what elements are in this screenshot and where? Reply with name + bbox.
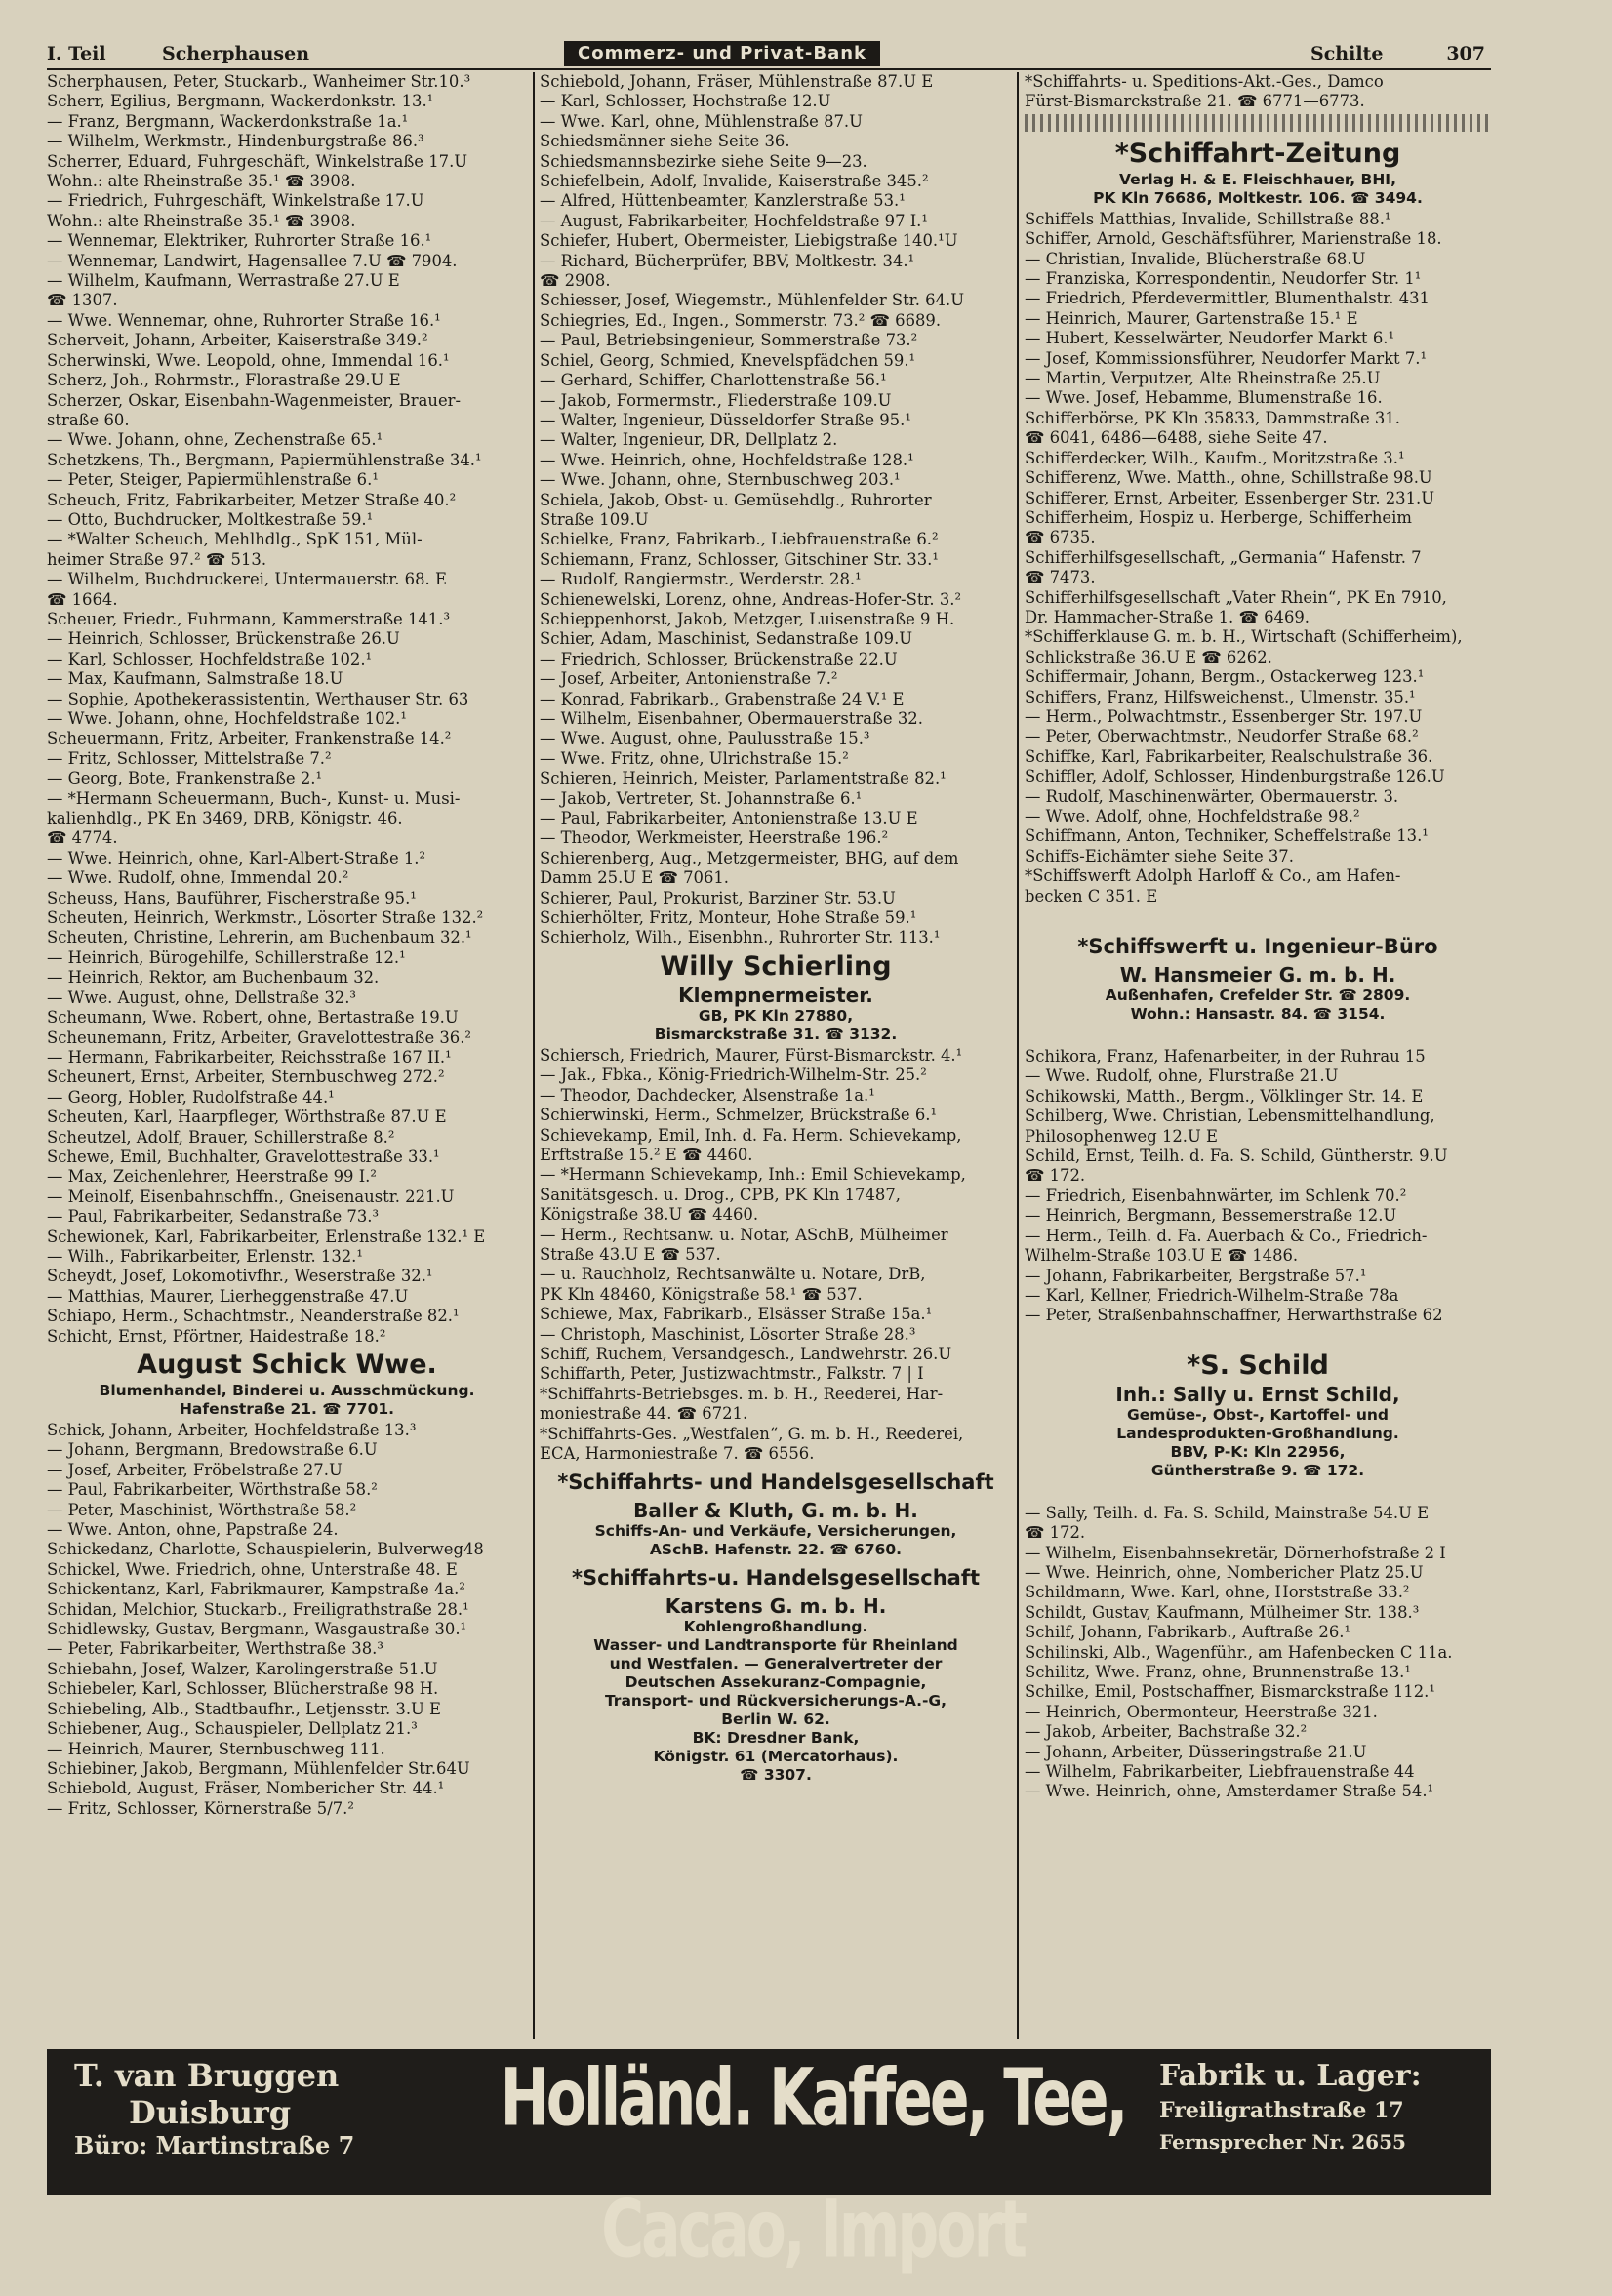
directory-entry: Scheuten, Karl, Haarpfleger, Wörthstraße 87.U E <box>47 1108 447 1127</box>
directory-entry: Schiedsmänner siehe Seite 36. <box>540 132 790 151</box>
directory-entry: Schiebahn, Josef, Walzer, Karolingerstraße 51.U <box>47 1659 438 1678</box>
directory-entry: — Friedrich, Fuhrgeschäft, Winkelstraße 17.U <box>47 191 424 211</box>
directory-entry: Schlickstraße 36.U E ☎ 6262. <box>1025 647 1272 666</box>
header-part: I. Teil <box>47 43 106 64</box>
directory-entry: — Franziska, Korrespondentin, Neudorfer Str. 1¹ <box>1025 269 1422 289</box>
directory-entry: — Heinrich, Rektor, am Buchenbaum 32. <box>47 968 380 987</box>
directory-entry: — Paul, Betriebsingenieur, Sommerstraße 73.² <box>540 331 918 350</box>
directory-entry: Schiffler, Adolf, Schlosser, Hindenburgstraße 126.U <box>1025 767 1445 786</box>
directory-entry: — Franz, Bergmann, Wackerdonkstraße 1a.¹ <box>47 111 409 131</box>
advertisement-block <box>1025 138 1491 208</box>
advertisement-line: *S. Schild <box>1187 1349 1329 1381</box>
directory-entry: moniestraße 44. ☎ 6721. <box>540 1404 748 1424</box>
directory-entry: ☎ 172. <box>1025 1166 1086 1186</box>
directory-entry: — Wennemar, Elektriker, Ruhrorter Straße 16.¹ <box>47 231 432 251</box>
directory-entry: ☎ 1307. <box>47 291 118 310</box>
directory-entry: — Walter, Ingenieur, Düsseldorfer Straße 95.¹ <box>540 410 911 429</box>
directory-entry: — Josef, Arbeiter, Fröbelstraße 27.U <box>47 1460 343 1479</box>
directory-entry: Schiebiner, Jakob, Bergmann, Mühlenfelder Str.64U <box>47 1758 470 1778</box>
directory-entry: Schiffers, Franz, Hilfsweichenst., Ulmenstr. 35.¹ <box>1025 687 1416 706</box>
directory-entry: Wohn.: alte Rheinstraße 35.¹ ☎ 3908. <box>47 172 356 191</box>
directory-entry: — Jakob, Arbeiter, Bachstraße 32.² <box>1025 1722 1308 1742</box>
directory-entry: Schiebeling, Alb., Stadtbaufhr., Letjensstr. 3.U E <box>47 1699 442 1718</box>
directory-entry: Scheydt, Josef, Lokomotivfhr., Weserstraße 32.¹ <box>47 1267 433 1286</box>
directory-entry: — Wwe. Josef, Hebamme, Blumenstraße 16. <box>1025 388 1383 408</box>
directory-entry: Schier, Adam, Maschinist, Sedanstraße 109.U <box>540 629 913 649</box>
directory-entry: Schick, Johann, Arbeiter, Hochfeldstraße 13.³ <box>47 1421 417 1439</box>
directory-entry: Scheuch, Fritz, Fabrikarbeiter, Metzer Straße 40.² <box>47 490 457 509</box>
directory-entry: Schifferenz, Wwe. Matth., ohne, Schillstraße 98.U <box>1025 468 1432 488</box>
column-divider <box>533 72 535 2039</box>
directory-entry: — Hubert, Kesselwärter, Neudorfer Markt 6.¹ <box>1025 329 1395 348</box>
directory-entry: Straße 43.U E ☎ 537. <box>540 1244 721 1264</box>
spacer <box>1025 906 1491 928</box>
directory-entry: Schiefelbein, Adolf, Invalide, Kaiserstraße 345.² <box>540 172 929 191</box>
advertisement-line: Königstr. 61 (Mercatorhaus). <box>653 1748 899 1766</box>
directory-entry: Scherrer, Eduard, Fuhrgeschäft, Winkelstraße 17.U <box>47 151 468 171</box>
directory-entry: Schidlewsky, Gustav, Bergmann, Wasgaustraße 30.¹ <box>47 1620 467 1639</box>
directory-entry: — Wwe. Johann, ohne, Zechenstraße 65.¹ <box>47 430 383 450</box>
directory-entry: Schiesser, Josef, Wiegemstr., Mühlenfelder Str. 64.U <box>540 291 965 310</box>
directory-entry: Schienewelski, Lorenz, ohne, Andreas-Hofer-Str. 3.² <box>540 589 962 609</box>
directory-entry: — Friedrich, Eisenbahnwärter, im Schlenk 70.² <box>1025 1186 1407 1205</box>
directory-entry: — Friedrich, Schlosser, Brückenstraße 22.U <box>540 649 898 668</box>
directory-entry: ☎ 2908. <box>540 271 611 291</box>
directory-entry: *Schiffahrts-Ges. „Westfalen“, G. m. b. H., Reederei, <box>540 1424 964 1443</box>
directory-entry: Schifferbörse, PK Kln 35833, Dammstraße 31. <box>1025 408 1400 427</box>
advertisement-line: Gemüse-, Obst-, Kartoffel- und <box>1126 1405 1390 1424</box>
directory-entry: — Wwe. Heinrich, ohne, Amsterdamer Straße 54.¹ <box>1025 1782 1434 1801</box>
directory-entry: — Heinrich, Bürogehilfe, Schillerstraße 12.¹ <box>47 947 406 967</box>
advertisement-line: GB, PK Kln 27880, <box>698 1006 854 1025</box>
header-bank-banner: Commerz- und Privat-Bank <box>564 41 880 66</box>
directory-entry: — Wilhelm, Eisenbahner, Obermauerstraße 32. <box>540 709 923 728</box>
directory-entry: straße 60. <box>47 410 130 429</box>
directory-entry: Schicht, Ernst, Pförtner, Haidestraße 18.² <box>47 1326 386 1346</box>
directory-columns <box>47 72 1491 2039</box>
directory-entry: — Rudolf, Rangiermstr., Werderstr. 28.¹ <box>540 570 862 589</box>
footer-company-city: Duisburg <box>129 2094 292 2131</box>
footer-slogan: Holländ. Kaffee, Tee, Cacao, Import <box>500 2052 1126 2276</box>
advertisement-block <box>540 1561 1012 1785</box>
directory-entry: — Matthias, Maurer, Lierheggenstraße 47.U <box>47 1286 409 1306</box>
directory-entry: Schildt, Gustav, Kaufmann, Mülheimer Str. 138.³ <box>1025 1602 1420 1622</box>
directory-entry: Wohn.: alte Rheinstraße 35.¹ ☎ 3908. <box>47 211 356 230</box>
directory-entry: ☎ 7473. <box>1025 568 1096 587</box>
directory-entry: — Wilhelm, Werkmstr., Hindenburgstraße 86.³ <box>47 132 424 151</box>
advertisement-line: Außenhafen, Crefelder Str. ☎ 2809. <box>1105 987 1411 1005</box>
directory-entry: Philosophenweg 12.U E <box>1025 1126 1219 1146</box>
column-2 <box>540 72 1012 2039</box>
directory-entry: Scherphausen, Peter, Stuckarb., Wanheimer Str.10.³ <box>47 72 471 91</box>
directory-entry: — Max, Zeichenlehrer, Heerstraße 99 I.² <box>47 1167 377 1187</box>
directory-entry: *Schiffahrts-Betriebsges. m. b. H., Reederei, Har- <box>540 1384 944 1403</box>
directory-entry: — Walter, Ingenieur, DR, Dellplatz 2. <box>540 430 838 450</box>
directory-entry: Schewe, Emil, Buchhalter, Gravelottestraße 33.¹ <box>47 1147 440 1166</box>
directory-entry: *Schiffswerft Adolph Harloff & Co., am Hafen- <box>1025 866 1401 886</box>
directory-entry: — Wwe. Johann, ohne, Hochfeldstraße 102.¹ <box>47 709 407 728</box>
advertisement-line: Schiffs-An- und Verkäufe, Versicherungen, <box>594 1522 957 1541</box>
footer-phone: Fernsprecher Nr. 2655 <box>1159 2130 1406 2154</box>
spacer <box>1025 1326 1491 1348</box>
advertisement-line: Bismarckstraße 31. ☎ 3132. <box>654 1025 898 1043</box>
directory-entry: Schiedsmannsbezirke siehe Seite 9—23. <box>540 151 867 171</box>
directory-entry: Scheuss, Hans, Bauführer, Fischerstraße 95.¹ <box>47 888 417 907</box>
directory-entry: Schifferdecker, Wilh., Kaufm., Moritzstraße 3.¹ <box>1025 448 1405 467</box>
directory-entry: Scherz, Joh., Rohrmstr., Florastraße 29.U E <box>47 371 401 390</box>
advertisement-line: und Westfalen. — Generalvertreter der <box>609 1655 943 1673</box>
page-header <box>47 39 1491 70</box>
directory-entry: Scherveit, Johann, Arbeiter, Kaiserstraße 349.² <box>47 331 428 350</box>
directory-entry: Schidan, Melchior, Stuckarb., Freiligrathstraße 28.¹ <box>47 1599 469 1619</box>
directory-entry: — Josef, Arbeiter, Antonienstraße 7.² <box>540 669 838 689</box>
directory-entry: — Peter, Fabrikarbeiter, Werthstraße 38.³ <box>47 1639 383 1659</box>
directory-entry: — Paul, Fabrikarbeiter, Wörthstraße 58.² <box>47 1480 378 1500</box>
directory-entry: — Wilhelm, Kaufmann, Werrastraße 27.U E <box>47 271 400 291</box>
directory-entry: Scheutzel, Adolf, Brauer, Schillerstraße 8.² <box>47 1127 395 1147</box>
directory-entry: Schiemann, Franz, Schlosser, Gitschiner Str. 33.¹ <box>540 549 939 569</box>
directory-entry: ECA, Harmoniestraße 7. ☎ 6556. <box>540 1444 815 1463</box>
header-last-entry: Schilte <box>1310 43 1384 64</box>
directory-entry: ☎ 4774. <box>47 828 118 848</box>
directory-entry: — Wwe. Karl, ohne, Mühlenstraße 87.U <box>540 111 863 131</box>
directory-entry: — Theodor, Dachdecker, Alsenstraße 1a.¹ <box>540 1085 875 1105</box>
advertisement-line: ASchB. Hafenstr. 22. ☎ 6760. <box>649 1541 903 1559</box>
directory-entry: — Konrad, Fabrikarb., Grabenstraße 24 V.¹ E <box>540 689 905 708</box>
footer-factory-title: Fabrik u. Lager: <box>1159 2059 1422 2093</box>
advertisement-line: August Schick Wwe. <box>137 1349 437 1380</box>
directory-entry: Schikowski, Matth., Bergm., Völklinger Str. 14. E <box>1025 1086 1424 1106</box>
directory-entry: ☎ 1664. <box>47 589 118 609</box>
directory-entry: Fürst-Bismarckstraße 21. ☎ 6771—6773. <box>1025 92 1365 111</box>
advertisement-line: Transport- und Rückversicherungs-A.-G, <box>604 1692 947 1711</box>
directory-entry: Schickentanz, Karl, Fabrikmaurer, Kampstraße 4a.² <box>47 1580 465 1599</box>
footer-factory-street: Freiligrathstraße 17 <box>1159 2098 1404 2123</box>
directory-entry: — Johann, Fabrikarbeiter, Bergstraße 57.¹ <box>1025 1266 1367 1285</box>
directory-entry: — Wennemar, Landwirt, Hagensallee 7.U ☎ 7904. <box>47 251 458 270</box>
directory-entry: — Wwe. Johann, ohne, Sternbuschweg 203.¹ <box>540 470 901 490</box>
page-number: 307 <box>1446 43 1485 64</box>
directory-entry: — Meinolf, Eisenbahnschffn., Gneisenaustr. 221.U <box>47 1187 455 1206</box>
advertisement-line: ☎ 3307. <box>740 1766 812 1785</box>
directory-entry: Scheuten, Heinrich, Werkmstr., Lösorter Straße 132.² <box>47 908 484 928</box>
directory-entry: — Johann, Bergmann, Bredowstraße 6.U <box>47 1440 378 1460</box>
advertisement-line: Güntherstraße 9. ☎ 172. <box>1150 1461 1365 1479</box>
advertisement-line: Wasser- und Landtransporte für Rheinland <box>593 1636 958 1655</box>
advertisement-line: Willy Schierling <box>660 950 892 982</box>
directory-entry: — Wwe. Anton, ohne, Papstraße 24. <box>47 1520 339 1540</box>
directory-entry: — Richard, Bücherprüfer, BBV, Moltkestr. 34.¹ <box>540 251 915 270</box>
directory-entry: Schickedanz, Charlotte, Schauspielerin, Bulverweg48 <box>47 1540 484 1559</box>
directory-entry: — Wwe. Rudolf, ohne, Immendal 20.² <box>47 868 349 888</box>
advertisement-line: BK: Dresdner Bank, <box>692 1729 860 1748</box>
directory-entry: — Theodor, Werkmeister, Heerstraße 196.² <box>540 828 889 848</box>
directory-entry: — Wwe. August, ohne, Paulusstraße 15.³ <box>540 729 870 748</box>
directory-entry: — Friedrich, Pferdevermittler, Blumenthalstr. 431 <box>1025 289 1430 308</box>
directory-entry: PK Kln 48460, Königstraße 58.¹ ☎ 537. <box>540 1284 863 1304</box>
directory-entry: — Sally, Teilh. d. Fa. S. Schild, Mainstraße 54.U E <box>1025 1503 1430 1522</box>
directory-entry: Schiel, Georg, Schmied, Knevelspfädchen 59.¹ <box>540 350 916 370</box>
directory-entry: — Wilhelm, Fabrikarbeiter, Liebfrauenstraße 44 <box>1025 1762 1415 1781</box>
directory-entry: Schilinski, Alb., Wagenführ., am Hafenbecken C 11a. <box>1025 1642 1453 1662</box>
directory-entry: — Wwe. Adolf, ohne, Hochfeldstraße 98.² <box>1025 807 1360 826</box>
directory-entry: — Josef, Kommissionsführer, Neudorfer Markt 7.¹ <box>1025 348 1428 368</box>
directory-entry: — Herm., Rechtsanw. u. Notar, ASchB, Mülheimer <box>540 1225 948 1244</box>
directory-entry: — *Hermann Scheuermann, Buch-, Kunst- u. Musi- <box>47 788 461 808</box>
directory-entry: — Fritz, Schlosser, Körnerstraße 5/7.² <box>47 1798 354 1818</box>
footer-factory <box>1159 2057 1481 2158</box>
directory-entry: — Herm., Teilh. d. Fa. Auerbach & Co., Friedrich- <box>1025 1226 1428 1245</box>
directory-entry: — Peter, Steiger, Papiermühlenstraße 6.¹ <box>47 470 379 490</box>
advertisement-line: *Schiffahrts-u. Handelsgesellschaft <box>571 1566 980 1591</box>
directory-entry: — Wilh., Fabrikarbeiter, Erlenstr. 132.¹ <box>47 1246 363 1266</box>
directory-entry: — Wilhelm, Eisenbahnsekretär, Dörnerhofstraße 2 I <box>1025 1543 1446 1562</box>
directory-entry: Schiffs-Eichämter siehe Seite 37. <box>1025 846 1294 866</box>
directory-entry: Schiebeler, Karl, Schlosser, Blücherstraße 98 H. <box>47 1679 439 1699</box>
directory-entry: — Wwe. Wennemar, ohne, Ruhrorter Straße 16.¹ <box>47 310 441 330</box>
directory-entry: — *Walter Scheuch, Mehlhdlg., SpK 151, Mül- <box>47 530 423 549</box>
advertisement-line: Kohlengroßhandlung. <box>683 1618 868 1636</box>
directory-entry: — Georg, Hobler, Rudolfstraße 44.¹ <box>47 1087 335 1107</box>
directory-entry: Schierer, Paul, Prokurist, Barziner Str. 53.U <box>540 888 896 907</box>
directory-entry: Scheumann, Wwe. Robert, ohne, Bertastraße 19.U <box>47 1008 459 1027</box>
directory-entry: Scheuermann, Fritz, Arbeiter, Frankenstraße 14.² <box>47 729 452 748</box>
directory-entry: — Wwe. Rudolf, ohne, Flurstraße 21.U <box>1025 1067 1339 1086</box>
directory-entry: Schiefer, Hubert, Obermeister, Liebigstraße 140.¹U <box>540 231 958 251</box>
spacer <box>1025 1026 1491 1047</box>
directory-entry: Damm 25.U E ☎ 7061. <box>540 868 730 888</box>
directory-entry: Schieren, Heinrich, Meister, Parlamentstraße 82.¹ <box>540 769 947 788</box>
directory-entry: — Heinrich, Bergmann, Bessemerstraße 12.U <box>1025 1206 1397 1226</box>
ornament-divider <box>1025 114 1491 132</box>
directory-entry: Schierholz, Wilh., Eisenbhn., Ruhrorter Str. 113.¹ <box>540 928 941 947</box>
directory-entry: — Martin, Verputzer, Alte Rheinstraße 25.U <box>1025 369 1381 388</box>
advertisement-line: *Schiffahrts- und Handelsgesellschaft <box>557 1470 994 1495</box>
directory-entry: Schiffarth, Peter, Justizwachtmstr., Falkstr. 7 | I <box>540 1364 924 1384</box>
column-divider <box>1017 72 1019 2039</box>
footer-office-address: Büro: Martinstraße 7 <box>74 2131 355 2159</box>
directory-entry: kalienhdlg., PK En 3469, DRB, Königstr. 46. <box>47 809 403 828</box>
directory-entry: — Wwe. Heinrich, ohne, Hochfeldstraße 128.¹ <box>540 450 914 469</box>
directory-entry: — Wwe. Heinrich, ohne, Nombericher Platz 25.U <box>1025 1562 1424 1582</box>
directory-entry: Schetzkens, Th., Bergmann, Papiermühlenstraße 34.¹ <box>47 450 482 469</box>
advertisement-line: Karstens G. m. b. H. <box>665 1594 887 1619</box>
directory-entry: — Peter, Oberwachtmstr., Neudorfer Straße 68.² <box>1025 727 1419 746</box>
directory-entry: Erftstraße 15.² E ☎ 4460. <box>540 1145 753 1164</box>
directory-entry: *Schifferklause G. m. b. H., Wirtschaft (Schifferheim), <box>1025 627 1463 647</box>
directory-entry: Schierenberg, Aug., Metzgermeister, BHG, auf dem <box>540 848 959 867</box>
spacer <box>1025 1482 1491 1504</box>
directory-entry: heimer Straße 97.² ☎ 513. <box>47 549 267 569</box>
directory-entry: Schiffke, Karl, Fabrikarbeiter, Realschulstraße 36. <box>1025 746 1433 766</box>
directory-entry: Schiapo, Herm., Schachtmstr., Neanderstraße 82.¹ <box>47 1307 460 1326</box>
directory-entry: Schildmann, Wwe. Karl, ohne, Horststraße 33.² <box>1025 1583 1410 1602</box>
directory-entry: — Sophie, Apothekerassistentin, Werthauser Str. 63 <box>47 689 469 708</box>
directory-entry: — Karl, Schlosser, Hochstraße 12.U <box>540 92 831 111</box>
directory-entry: Scheuten, Christine, Lehrerin, am Buchenbaum 32.¹ <box>47 928 472 947</box>
column-1 <box>47 72 527 2039</box>
advertisement-line: BBV, P-K: Kln 22956, <box>1170 1442 1346 1461</box>
directory-entry: Straße 109.U <box>540 509 649 529</box>
advertisement-block <box>1025 1349 1491 1480</box>
advertisement-line: *Schiffahrt-Zeitung <box>1114 138 1401 169</box>
directory-entry: ☎ 6041, 6486—6488, siehe Seite 47. <box>1025 428 1328 448</box>
directory-entry: — Fritz, Schlosser, Mittelstraße 7.² <box>47 748 332 768</box>
directory-entry: — Herm., Polwachtmstr., Essenberger Str. 197.U <box>1025 706 1423 726</box>
header-first-entry: Scherphausen <box>162 43 310 64</box>
directory-entry: Schierhölter, Fritz, Monteur, Hohe Straße 59.¹ <box>540 908 917 928</box>
directory-entry: Schewionek, Karl, Fabrikarbeiter, Erlenstraße 132.¹ E <box>47 1227 486 1246</box>
directory-entry: — Wwe. August, ohne, Dellstraße 32.³ <box>47 987 356 1007</box>
directory-entry: — Paul, Fabrikarbeiter, Sedanstraße 73.³ <box>47 1207 380 1227</box>
directory-entry: Schielke, Franz, Fabrikarb., Liebfrauenstraße 6.² <box>540 530 939 549</box>
directory-entry: — Karl, Schlosser, Hochfeldstraße 102.¹ <box>47 649 373 668</box>
footer-advertisement <box>47 2049 1491 2276</box>
footer-company <box>74 2057 455 2160</box>
advertisement-line: Wohn.: Hansastr. 84. ☎ 3154. <box>1130 1005 1386 1024</box>
advertisement-line: Klempnermeister. <box>678 983 873 1007</box>
directory-entry: — Peter, Maschinist, Wörthstraße 58.² <box>47 1500 357 1519</box>
directory-entry: Schifferhilfsgesellschaft, „Germania“ Hafenstr. 7 <box>1025 547 1422 567</box>
advertisement-line: Blumenhandel, Binderei u. Ausschmückung. <box>99 1382 475 1399</box>
directory-entry: — Christian, Invalide, Blücherstraße 68.U <box>1025 249 1366 268</box>
directory-entry: — Max, Kaufmann, Salmstraße 18.U <box>47 669 343 689</box>
advertisement-line: Baller & Kluth, G. m. b. H. <box>633 1499 918 1523</box>
directory-entry: — Christoph, Maschinist, Lösorter Straße 28.³ <box>540 1324 916 1344</box>
directory-entry: Scherwinski, Wwe. Leopold, ohne, Immendal 16.¹ <box>47 350 450 370</box>
advertisement-block <box>1025 930 1491 1024</box>
directory-entry: — August, Fabrikarbeiter, Hochfeldstraße 97 I.¹ <box>540 211 928 230</box>
advertisement-line: Berlin W. 62. <box>721 1711 830 1729</box>
advertisement-line: *Schiffswerft u. Ingenieur-Büro <box>1077 935 1438 959</box>
advertisement-line: Inh.: Sally u. Ernst Schild, <box>1115 1382 1400 1406</box>
directory-entry: — Rudolf, Maschinenwärter, Obermauerstr. 3. <box>1025 786 1399 806</box>
footer-company-name: T. van Bruggen <box>74 2057 340 2094</box>
directory-entry: Schild, Ernst, Teilh. d. Fa. S. Schild, Güntherstr. 9.U <box>1025 1147 1448 1166</box>
directory-entry: Scheunert, Ernst, Arbeiter, Sternbuschweg 272.² <box>47 1067 445 1087</box>
directory-entry: Schiffer, Arnold, Geschäftsführer, Marienstraße 18. <box>1025 229 1442 249</box>
directory-entry: — Wilhelm, Buchdruckerei, Untermauerstr. 68. E <box>47 570 447 589</box>
directory-entry: — Gerhard, Schiffer, Charlottenstraße 56.¹ <box>540 371 887 390</box>
advertisement-line: W. Hansmeier G. m. b. H. <box>1119 963 1396 987</box>
directory-entry: — Heinrich, Schlosser, Brückenstraße 26.U <box>47 629 400 649</box>
directory-entry: Schilf, Johann, Fabrikarb., Auftraße 26.¹ <box>1025 1623 1351 1642</box>
column-3 <box>1025 72 1491 2039</box>
directory-entry: Königstraße 38.U ☎ 4460. <box>540 1205 759 1225</box>
directory-entry: Schiff, Ruchem, Versandgesch., Landwehrstr. 26.U <box>540 1344 952 1363</box>
directory-entry: Schierwinski, Herm., Schmelzer, Brückstraße 6.¹ <box>540 1106 938 1125</box>
directory-entry: — Paul, Fabrikarbeiter, Antonienstraße 13.U E <box>540 809 918 828</box>
directory-entry: Schiffmann, Anton, Techniker, Scheffelstraße 13.¹ <box>1025 826 1429 846</box>
directory-entry: — Jak., Fbka., König-Friedrich-Wilhelm-Str. 25.² <box>540 1066 927 1085</box>
directory-entry: — Wwe. Fritz, ohne, Ulrichstraße 15.² <box>540 748 849 768</box>
directory-entry: — Heinrich, Maurer, Gartenstraße 15.¹ E <box>1025 308 1358 328</box>
directory-entry: Schiegries, Ed., Ingen., Sommerstr. 73.² ☎ 6689. <box>540 310 942 330</box>
directory-entry: — Hermann, Fabrikarbeiter, Reichsstraße 167 II.¹ <box>47 1047 452 1067</box>
directory-entry: Schievekamp, Emil, Inh. d. Fa. Herm. Schievekamp, <box>540 1125 962 1145</box>
directory-entry: — Heinrich, Obermonteur, Heerstraße 321. <box>1025 1702 1378 1721</box>
directory-entry: Schickel, Wwe. Friedrich, ohne, Unterstraße 48. E <box>47 1559 458 1579</box>
directory-entry: Schikora, Franz, Hafenarbeiter, in der Ruhrau 15 <box>1025 1047 1426 1067</box>
directory-entry: Schiffels Matthias, Invalide, Schillstraße 88.¹ <box>1025 209 1391 228</box>
directory-entry: Schilitz, Wwe. Franz, ohne, Brunnenstraße 13.¹ <box>1025 1662 1411 1681</box>
directory-entry: Scheuer, Friedr., Fuhrmann, Kammerstraße 141.³ <box>47 609 451 628</box>
directory-entry: Schiebold, Johann, Fräser, Mühlenstraße 87.U E <box>540 72 934 91</box>
directory-entry: — Georg, Bote, Frankenstraße 2.¹ <box>47 769 323 788</box>
directory-entry: Schilberg, Wwe. Christian, Lebensmittelhandlung, <box>1025 1107 1435 1126</box>
advertisement-line: PK Kln 76686, Moltkestr. 106. ☎ 3494. <box>1093 188 1423 207</box>
advertisement-line: Hafenstraße 21. ☎ 7701. <box>179 1400 395 1418</box>
directory-entry: Dr. Hammacher-Straße 1. ☎ 6469. <box>1025 607 1310 626</box>
directory-entry: — Alfred, Hüttenbeamter, Kanzlerstraße 53.¹ <box>540 191 906 211</box>
directory-entry: — Peter, Straßenbahnschaffner, Herwarthstraße 62 <box>1025 1306 1443 1325</box>
directory-entry: — Jakob, Formermstr., Fliederstraße 109.U <box>540 390 892 410</box>
advertisement-line: Landesprodukten-Großhandlung. <box>1116 1424 1399 1442</box>
directory-entry: Schiela, Jakob, Obst- u. Gemüsehdlg., Ruhrorter <box>540 490 932 509</box>
directory-entry: — *Hermann Schievekamp, Inh.: Emil Schievekamp, <box>540 1165 966 1185</box>
directory-entry: Scherzer, Oskar, Eisenbahn-Wagenmeister, Brauer- <box>47 390 462 410</box>
advertisement-line: Deutschen Assekuranz-Compagnie, <box>625 1673 927 1692</box>
directory-entry: Schiersch, Friedrich, Maurer, Fürst-Bismarckstr. 4.¹ <box>540 1045 963 1065</box>
directory-entry: Scherr, Egilius, Bergmann, Wackerdonkstr. 13.¹ <box>47 92 434 111</box>
directory-entry: — Karl, Kellner, Friedrich-Wilhelm-Straße 78a <box>1025 1285 1399 1305</box>
directory-entry: Schiewe, Max, Fabrikarb., Elsässer Straße 15a.¹ <box>540 1305 933 1324</box>
directory-entry: Wilhelm-Straße 103.U E ☎ 1486. <box>1025 1246 1299 1266</box>
directory-entry: Schifferheim, Hospiz u. Herberge, Schifferheim <box>1025 507 1412 527</box>
directory-entry: ☎ 6735. <box>1025 528 1096 547</box>
advertisement-block <box>540 1466 1012 1559</box>
directory-page <box>47 39 1491 2276</box>
advertisement-block <box>47 1349 527 1419</box>
directory-entry: becken C 351. E <box>1025 886 1158 906</box>
directory-entry: Schiebener, Aug., Schauspieler, Dellplatz 21.³ <box>47 1719 418 1739</box>
advertisement-line: Verlag H. & E. Fleischhauer, BHI, <box>1119 170 1396 188</box>
directory-entry: Schifferer, Ernst, Arbeiter, Essenberger Str. 231.U <box>1025 488 1435 507</box>
directory-entry: Schiebold, August, Fräser, Nombericher Str. 44.¹ <box>47 1779 445 1798</box>
directory-entry: *Schiffahrts- u. Speditions-Akt.-Ges., Damco <box>1025 72 1384 91</box>
directory-entry: — Wwe. Heinrich, ohne, Karl-Albert-Straße 1.² <box>47 848 426 867</box>
directory-entry: Scheunemann, Fritz, Arbeiter, Gravelottestraße 36.² <box>47 1027 472 1047</box>
directory-entry: Schilke, Emil, Postschaffner, Bismarckstraße 112.¹ <box>1025 1682 1435 1702</box>
directory-entry: — Otto, Buchdrucker, Moltkestraße 59.¹ <box>47 509 374 529</box>
directory-entry: — Johann, Arbeiter, Düsseringstraße 21.U <box>1025 1742 1367 1761</box>
directory-entry: Sanitätsgesch. u. Drog., CPB, PK Kln 17487, <box>540 1185 901 1204</box>
directory-entry: Schieppenhorst, Jakob, Metzger, Luisenstraße 9 H. <box>540 609 955 628</box>
directory-entry: ☎ 172. <box>1025 1523 1086 1543</box>
advertisement-block <box>540 950 1012 1044</box>
directory-entry: Schiffermair, Johann, Bergm., Ostackerweg 123.¹ <box>1025 667 1425 687</box>
directory-entry: — Heinrich, Maurer, Sternbuschweg 111. <box>47 1739 385 1758</box>
directory-entry: — Jakob, Vertreter, St. Johannstraße 6.¹ <box>540 788 863 808</box>
directory-entry: — u. Rauchholz, Rechtsanwälte u. Notare, DrB, <box>540 1265 926 1284</box>
directory-entry: Schifferhilfsgesellschaft „Vater Rhein“, PK En 7910, <box>1025 587 1447 607</box>
